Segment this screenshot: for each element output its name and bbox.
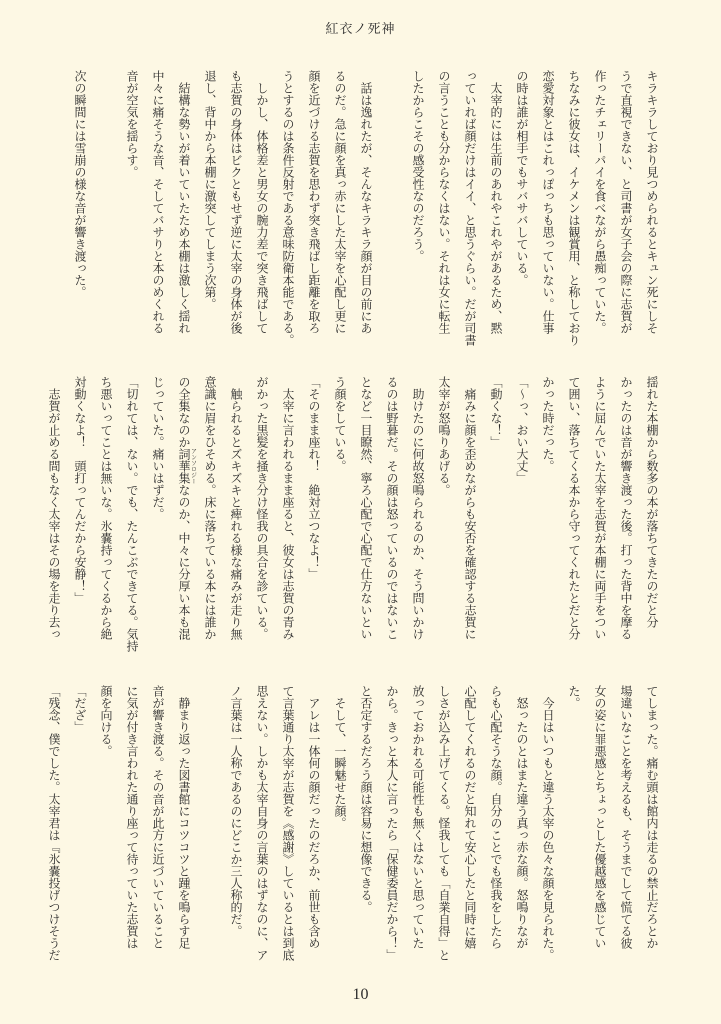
text-line: の時は誰が相手でもサバサバしている。 <box>515 70 529 286</box>
text-line: っていれば顔だけはイイ、と思うぐらい。だが司書 <box>463 70 477 346</box>
text-line: に気が付き言われた通り座って待っていた志賀は <box>125 685 139 949</box>
text-line: 放っておかれる可能性も無くはないと思っていた <box>411 685 425 949</box>
text-line: 「動くな！」 <box>489 376 503 448</box>
ruby-annotation <box>177 448 197 484</box>
text-line: 「だざ」 <box>73 685 87 733</box>
text-block-upper <box>67 70 665 346</box>
text-line: 音が響き渡る。その音が此方に近づいていること <box>151 685 165 949</box>
text-line: も志賀の身体はビクともせず逆に太宰の身体が後 <box>229 70 243 334</box>
text-line: となど一目瞭然、寧ろ心配で心配で仕方ないとい <box>359 376 373 640</box>
text-line: しさが込み上げてくる。怪我しても「自業自得」と <box>437 685 451 961</box>
text-line: じっていた。痛いはずだ。 <box>151 376 165 520</box>
text-line: うで直視できない、と司書が女子会の際に志賀が <box>619 70 633 334</box>
text-line: 話は逸れたが、そんなキラキラ顔が目の前にあ <box>359 70 373 334</box>
text-line <box>197 685 223 953</box>
text-line: から。きっと本人に言ったら「保健委員だから！」 <box>385 685 399 961</box>
text-line: 志賀が止める間もなく太宰はその場を走り去っ <box>47 376 61 640</box>
text-line <box>379 70 405 338</box>
ruby-text: アンソロジー <box>189 448 197 484</box>
running-header-title: 紅衣ノ死神 <box>325 22 396 37</box>
text-line: 痛みに顔を歪めながらも安否を確認する志賀に <box>463 376 477 640</box>
text-line: 中々に痛そうな音、そしてバサりと本のめくれる <box>151 70 165 334</box>
text-line: う顔をしている。 <box>333 376 347 472</box>
text-line: うとするのは条件反射である意味防衛本能である。 <box>281 70 295 346</box>
text-line: 結構な勢いが着いていたため本棚は激しく揺れ <box>177 70 191 334</box>
text-line: 退し、背中から本棚に激突してしまう次第。 <box>203 70 217 310</box>
text-line: ちなみに彼女は、イケメンは観賞用、と称しており <box>567 70 581 346</box>
text-line: 怒ったのとはまた違う真っ赤な顔。怒鳴りなが <box>515 685 529 949</box>
text-line: 太宰が怒鳴りあげる。 <box>437 376 451 496</box>
text-line <box>171 376 197 644</box>
text-line: そして、一瞬魅せた顔。 <box>333 685 347 829</box>
text-line: 思えない。しかも太宰自身の言葉のはずなのに、ア <box>255 685 269 961</box>
text-line: 今日はいつもと違う太宰の色々な顔を見られた。 <box>541 685 555 961</box>
text-line: 揺れた本棚から数多の本が落ちてきたのだと分 <box>645 376 659 628</box>
text-line: ノ言葉は一人称であるのにどこか三人称的だ。 <box>229 685 243 937</box>
text-segment: の全集なのか <box>177 376 191 448</box>
text-line: てしまった。痛む頭は館内は走るの禁止だろとか <box>645 685 659 949</box>
text-line: るのは野暮だ。その顔は怒っているのではないこ <box>385 376 399 640</box>
text-line: ち悪いってことは無いな。氷嚢持ってくるから絶 <box>99 376 113 640</box>
text-line: 「そのまま座れ！ 絶対立つなよ！」 <box>307 376 321 580</box>
text-line <box>93 70 119 338</box>
page-number: 10 <box>352 986 369 1003</box>
text-line: るのだ。急に顔を真っ赤にした太宰を心配し更に <box>333 70 347 334</box>
text-block-middle <box>41 376 665 652</box>
text-line: アレは一体何の顔だったのだろか、前世も含め <box>307 685 321 949</box>
ruby-base: 詞華集 <box>177 448 191 484</box>
text-line: の言うことも分からなくはない。それは女に転生 <box>437 70 451 334</box>
text-line: 助けたのに何故怒鳴られるのか、そう問いかけ <box>411 376 425 640</box>
text-line: 太宰的には生前のあれやこれやがあるため、黙 <box>489 70 503 334</box>
text-line: て言葉通り太宰が志賀を《感謝》しているとは到底 <box>281 685 295 961</box>
text-line: 次の瞬間には雪崩の様な音が響き渡った。 <box>73 70 87 298</box>
text-line: したからこその感受性なのだろう。 <box>411 70 425 262</box>
text-line: た。 <box>567 685 581 709</box>
text-block-lower <box>41 685 665 961</box>
text-line: 「切れては、ない。でも、たんこぶできてる。気持 <box>125 376 139 652</box>
text-line: かった時だった。 <box>541 376 555 472</box>
text-line: らも心配そうな顔。自分のことでも怪我をしたら <box>489 685 503 949</box>
text-line: 音が空気を揺らす。 <box>125 70 139 178</box>
text-line: 「～っ、おい大丈」 <box>515 376 529 484</box>
text-line: キラキラしており見つめられるとキュン死にしそ <box>645 70 659 334</box>
text-line: 顔を向ける。 <box>99 685 113 757</box>
text-line: 「残念、僕でした。太宰君は『氷嚢投げつけそうだ <box>47 685 61 961</box>
text-segment: なのか、中々に分厚い本も混 <box>177 484 191 640</box>
text-line: 女の姿に罪悪感とちょっとした優越感を感じてい <box>593 685 607 949</box>
text-line: 心配してくれるのだと知れて安心したと同時に嬉 <box>463 685 477 949</box>
text-line: と否定するだろう顔は容易に想像できる。 <box>359 685 373 913</box>
text-line: 静まり返った図書館にコツコツと踵を鳴らす足 <box>177 685 191 949</box>
text-line: 場違いなことを考えるも、そうまでして慌てる彼 <box>619 685 633 949</box>
text-line: 太宰に言われるまま座ると、彼女は志賀の青み <box>281 376 295 640</box>
text-line: 対動くなよ！ 頭打ってんだから安静！」 <box>73 376 87 604</box>
text-line: がかった黒髪を掻き分け怪我の具合を診ている。 <box>255 376 269 640</box>
text-line: しかし、体格差と男女の腕力差で突き飛ばして <box>255 70 269 334</box>
text-line: かったのは音が響き渡った後。打った背中を摩る <box>619 376 633 640</box>
text-line: 恋愛対象とはこれっぽっちも思っていない。仕事 <box>541 70 555 334</box>
text-line: 触られるとズキズキと痺れる様な痛みが走り無 <box>229 376 243 640</box>
text-line: 作ったチェリーパイを食べながら愚痴っていた。 <box>593 70 607 334</box>
text-line: 顔を近づける志賀を思わず突き飛ばし距離を取ろ <box>307 70 321 334</box>
text-line: 意識に眉をひそめる。床に落ちている本には誰か <box>203 376 217 640</box>
text-line: ように屈んでいた太宰を志賀が本棚に両手をつい <box>593 376 607 640</box>
text-line: て囲い、落ちてくる本から守ってくれたとだと分 <box>567 376 581 640</box>
